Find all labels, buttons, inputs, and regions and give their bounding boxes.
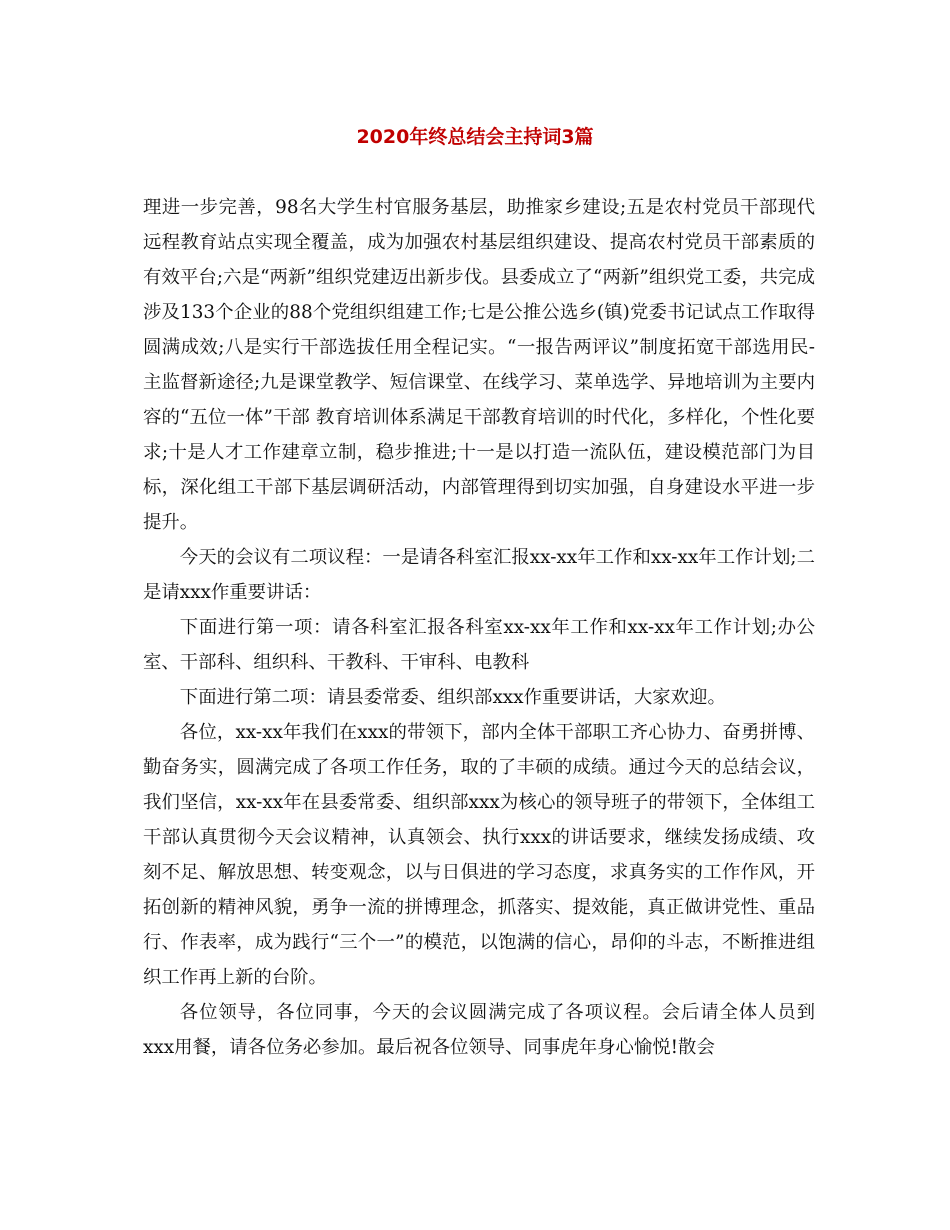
document-title: 2020年终总结会主持词3篇 [356,126,594,148]
paragraph-4: 下面进行第二项：请县委常委、组织部xxx作重要讲话，大家欢迎。 [179,687,726,708]
document-body [143,190,815,1065]
paragraph-5: 各位，xx-xx年我们在xxx的带领下，部内全体干部职工齐心协力、奋勇拼博、勤奋务实，圆满完成了各项工作任务，取的了丰硕的成绩。通过今天的总结会议，我们坚信，xx-xx年在县委常委、组织部xxx为核心的领导班子的带领下，全体组工干部认真贯彻今天会议精神，认真领会、执行xxx的讲话要求，继续发扬成绩、攻刻不足、解放思想、转变观念，以与日俱进的学习态度，求真务实的工作作风，开拓创新的精神风貌，勇争一流的拼博理念，抓落实、提效能，真正做讲党性、重品行、作表率，成为践行“三个一”的模范，以饱满的信心，昂仰的斗志，不断推进组织工作再上新的台阶。 [143,722,815,988]
paragraph-2: 今天的会议有二项议程：一是请各科室汇报xx-xx年工作和xx-xx年工作计划;二是请xxx作重要讲话： [143,547,815,603]
paragraph-3: 下面进行第一项：请各科室汇报各科室xx-xx年工作和xx-xx年工作计划;办公室、干部科、组织科、干教科、干审科、电教科 [143,617,815,673]
paragraph-6: 各位领导，各位同事，今天的会议圆满完成了各项议程。会后请全体人员到xxx用餐，请各位务必参加。最后祝各位领导、同事虎年身心愉悦!散会 [143,1002,815,1058]
paragraph-1: 理进一步完善，98名大学生村官服务基层，助推家乡建设;五是农村党员干部现代远程教育站点实现全覆盖，成为加强农村基层组织建设、提高农村党员干部素质的有效平台;六是“两新”组织党建迈出新步伐。县委成立了“两新”组织党工委，共完成涉及133个企业的88个党组织组建工作;七是公推公选乡(镇)党委书记试点工作取得圆满成效;八是实行干部选拔任用全程记实。“一报告两评议”制度拓宽干部选用民-主监督新途径;九是课堂教学、短信课堂、在线学习、菜单选学、异地培训为主要内容的“五位一体”干部 教育培训体系满足干部教育培训的时代化，多样化，个性化要求;十是人才工作建章立制，稳步推进;十一是以打造一流队伍，建设模范部门为目标，深化组工干部下基层调研活动，内部管理得到切实加强，自身建设水平进一步提升。 [143,197,815,533]
